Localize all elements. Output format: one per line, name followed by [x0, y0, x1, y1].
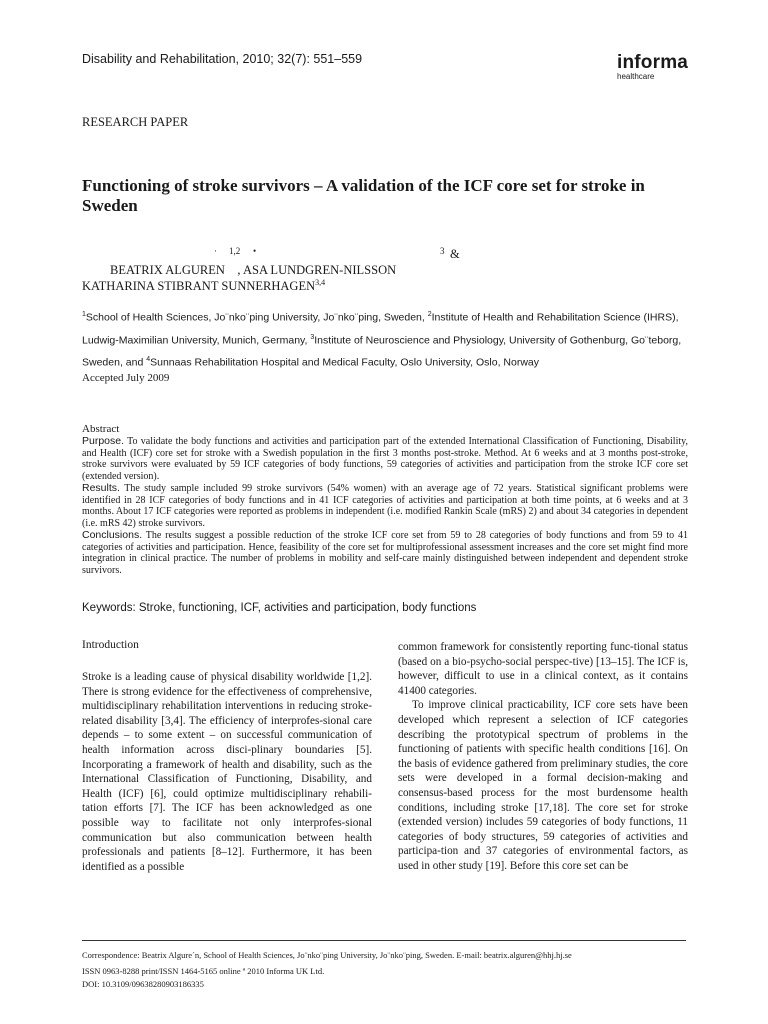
aff-sup: 2 — [427, 311, 432, 318]
aff-sup: 1 — [82, 311, 86, 318]
abstract-heading: Abstract — [82, 423, 120, 435]
publisher-logo — [617, 53, 688, 81]
results-text: The study sample included 99 stroke survivors (54% women) with an average age of 72 years. Statistical significant problems were identified in 28 ICF categories of body functions and in 41 ICF categories of activities and participation at both time points, at 6 weeks and at 3 months. About 17 ICF categories were reported as problems in independent (i.e. modified Rankin Scale (mRS) 2) and about 34 categories in dependent (i.e. mRS 42) stroke survivors. — [82, 483, 688, 529]
keywords: Keywords: Stroke, functioning, ICF, activities and participation, body functions — [82, 602, 477, 614]
author-mark-b: 1,2 — [229, 246, 241, 256]
abstract-results — [82, 483, 688, 529]
author-affiliation-sup: 3,4 — [315, 278, 326, 287]
footer-divider — [82, 940, 686, 941]
abstract-purpose — [82, 436, 688, 482]
author-name: KATHARINA STIBRANT SUNNERHAGEN — [82, 279, 316, 294]
issn-note: ISSN 0963-8288 print/ISSN 1464-5165 online ª 2010 Informa UK Ltd. — [82, 966, 325, 976]
author-ampersand: & — [450, 247, 460, 261]
introduction-heading: Introduction — [82, 639, 139, 651]
author-line-1: BEATRIX ALGUREN , ASA LUNDGREN-NILSSON — [110, 263, 397, 277]
intro-left-column — [82, 670, 372, 874]
aff-text: Institute of Health and Rehabilitation Science (IHRS), Ludwig-Maximilian University, Munich, Germany, — [82, 311, 679, 346]
aff-text: Institute of Neuroscience and Physiology, University of Gothenburg, Go¨teborg, Sweden, and — [82, 334, 682, 369]
logo-wordmark: informa — [617, 52, 689, 73]
author-mark-c: • — [253, 246, 257, 256]
conclusions-text: The results suggest a possible reduction of the stroke ICF core set from 59 to 28 categories of body functions and from 59 to 41 categories of activities and participation. Hence, feasibility of the core set for multiprofessional assessment increases and the core set might find more integration in clinical practice. The number of problems in mobility and self-care mainly distinguished between independent and dependent stroke survivors. — [82, 530, 688, 576]
aff-sup: 3 — [310, 333, 315, 341]
intro-paragraph: common framework for consistently reporting func-tional status (based on a bio-psycho-social perspec-tive) [13–15]. The ICF is, however, difficult to use in a clinical context, as it contains 41400 categories. — [398, 641, 688, 697]
accepted-date: Accepted July 2009 — [82, 372, 170, 384]
results-label: Results. — [82, 482, 120, 494]
doi-note: DOI: 10.3109/09638280903186335 — [82, 979, 204, 989]
abstract-body — [82, 436, 688, 577]
correspondence-note: Correspondence: Beatrix Algure´n, School of Health Sciences, Jo¨nko¨ping University, Jo¨nko¨ping, Sweden. E-mail: beatrix.alguren@hhj.hj.se — [82, 950, 572, 960]
affiliations — [82, 305, 692, 373]
purpose-text: To validate the body functions and activities and participation part of the extended International Classification of Functioning, Disability, and Health (ICF) core set for stroke with a Swedish population in the first 3 months post-stroke. Method. At 6 weeks and at 3 months post-stroke, stroke survivors were evaluated by 59 ICF categories of body functions, 59 categories of activities and participation from the stroke ICF core set (extended version). — [82, 436, 688, 482]
conclusions-label: Conclusions. — [82, 529, 143, 541]
intro-right-column — [398, 640, 688, 874]
logo-subtitle: healthcare — [617, 72, 655, 81]
purpose-label: Purpose. — [82, 435, 125, 447]
paper-type: RESEARCH PAPER — [82, 115, 189, 129]
intro-paragraph: Stroke is a leading cause of physical disability worldwide [1,2]. There is strong evidence for the effectiveness of comprehensive, multidisciplinary rehabilitation interventions in reducing stroke-related disability [3,4]. The efficiency of interprofes-sional care depends – to some extent – on successful communication of health information across disci-plinary boundaries [5]. Incorporating a framework of health and disability, such as the International Classification of Functioning, Disability, and Health (ICF) [6], could optimize multidisciplinary rehabili-tation efforts [7]. The ICF has been acknowledged as one possible way to facilitate not only interprofes-sional communication but also communication between health professionals and patients [8–12]. Furthermore, it has been identified as a possible — [82, 671, 372, 873]
author-mark-d: 3 — [440, 246, 445, 256]
author-mark-a: · — [214, 246, 217, 256]
abstract-conclusions — [82, 530, 688, 576]
journal-citation: Disability and Rehabilitation, 2010; 32(7): 551–559 — [82, 52, 363, 66]
aff-sup: 4 — [146, 356, 151, 363]
author-line-2 — [82, 278, 325, 294]
aff-text: School of Health Sciences, Jo¨nko¨ping University, Jo¨nko¨ping, Sweden, — [85, 311, 428, 324]
intro-paragraph: To improve clinical practicability, ICF core sets have been developed which represent a selection of ICF categories describing the prototypical spectrum of problems in the functioning of patients with specific health conditions [16]. On the basis of evidence gathered from preliminary studies, the core sets were developed in a formal decision-making and consensus-based process for the most burdensome health conditions, including stroke [17,18]. The core set for stroke (extended version) includes 59 categories of body functions, 11 categories of body structures, 59 categories of activities and participa-tion and 37 categories of environmental factors, as used in other study [19]. Before this core set can be — [398, 699, 688, 872]
aff-text: Sunnaas Rehabilitation Hospital and Medical Faculty, Oslo University, Oslo, Norway — [150, 356, 539, 369]
paper-title: Functioning of stroke survivors – A validation of the ICF core set for stroke in Sweden — [82, 176, 645, 215]
